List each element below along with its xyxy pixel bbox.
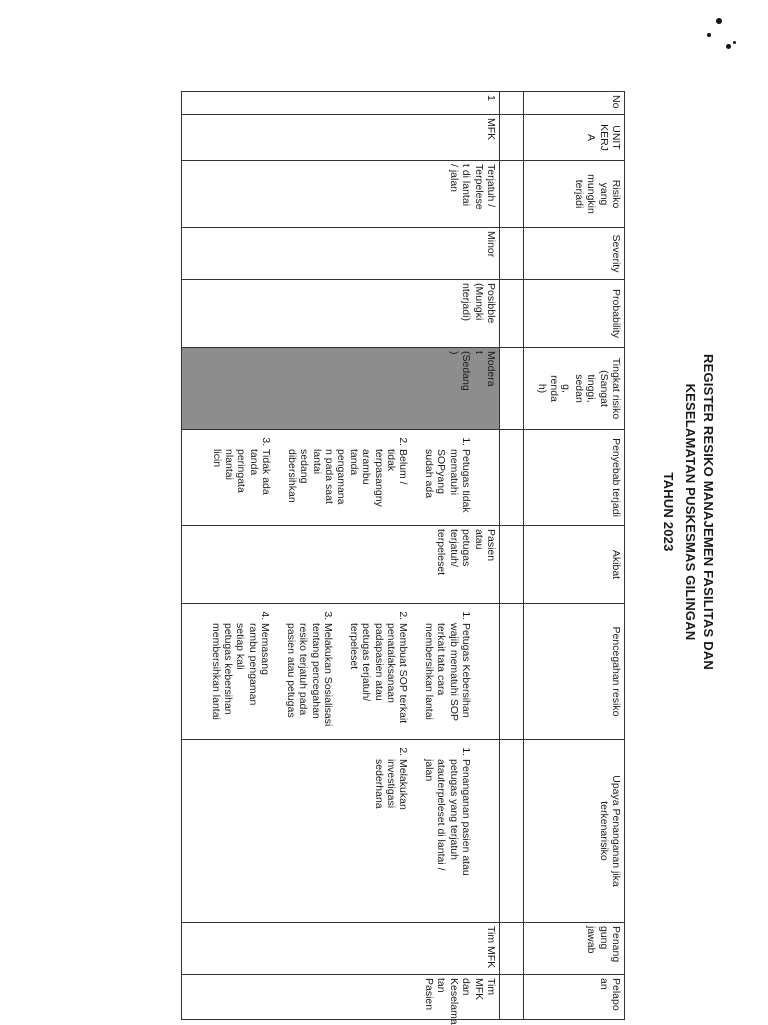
row-severity: Minor <box>181 228 499 280</box>
blank-top-row <box>500 92 524 1020</box>
col-probability-header: Probability <box>524 280 625 348</box>
table-row <box>181 92 499 1020</box>
header-row <box>524 92 625 1020</box>
scan-speck <box>707 33 711 37</box>
row-reporting: Tim MFK dan Keselama tan Pasien <box>181 975 499 1020</box>
row-handling <box>181 740 499 923</box>
col-cause-header: Penyebab terjadi <box>524 430 625 526</box>
col-no-header: No <box>524 92 625 115</box>
handling-list <box>359 743 485 919</box>
row-pic: Tim MFK <box>181 923 499 975</box>
col-reporting-header: Pelapo an <box>524 975 625 1020</box>
prevention-item: 4. Memasang rambu pengaman setiap kali petugas kebersihan membersihkan lantai <box>209 623 271 736</box>
scan-speck <box>733 41 736 44</box>
row-probability: Posibble (Mungki nterjadi) <box>181 280 499 348</box>
col-prevention-header: Pencegahan resiko <box>524 604 625 740</box>
col-pic-header: Penang gung jawab <box>524 923 625 975</box>
prevention-item: 2. Membuat SOP terkait penatalaksanaan padapasien atau petugas terjatuh/ terpeleset <box>348 623 410 736</box>
cause-item: 2. Belum / tidak terpasangny arambu tanda pengamana n pada saat lantai sedang dibersihkan <box>286 449 410 522</box>
title-line-2: KESELAMATAN PUSKESMAS GILINGAN <box>683 383 698 641</box>
row-unit: MFK <box>181 115 499 161</box>
risk-register-table <box>181 91 625 1025</box>
cause-item: 3. Tidak ada tanda peringata nlantai licin <box>210 449 272 522</box>
title-line-3: TAHUN 2023 <box>661 472 676 552</box>
row-cause <box>181 430 499 526</box>
row-risk-level: Modera t (Sedang ) <box>181 348 499 430</box>
prevention-list <box>196 607 485 736</box>
cause-list <box>197 433 485 522</box>
col-risk-level-header: Tingkat risiko (Sangat tinggi, sedan g, renda h) <box>524 348 625 430</box>
handling-item: 1. Penanganan pasien atau petugas yang terjatuh atauterpeleset di lantai / jalan <box>423 759 473 919</box>
cause-item: 1. Petugas tidak mematuhi SOPyang sudah ada <box>423 449 473 522</box>
row-risk: Terjatuh / Terpelese t di lantai / jalan <box>181 161 499 228</box>
col-effect-header: Akibat <box>524 526 625 604</box>
prevention-item: 1. Petugas Kebersihan wajib mematuhi SOP terkait tata cara membersihkan lantai <box>423 623 473 736</box>
col-severity-header: Severity <box>524 228 625 280</box>
row-prevention <box>181 604 499 740</box>
title-line-1: REGISTER RESIKO MANAJEMEN FASILITAS DAN <box>701 354 716 670</box>
prevention-item: 3. Melakukan Sosialisasi tentang pencegahan resiko terjatuh pada pasien atau petugas <box>285 623 335 736</box>
scan-speck <box>726 44 731 49</box>
col-unit-header: UNIT KERJ A <box>524 115 625 161</box>
col-risk-header: Risiko yang mungkin terjadi <box>524 161 625 228</box>
row-effect: Pasien atau petugas terjatuh/ terpeleset <box>181 526 499 604</box>
col-handling-header: Upaya Penanganan jika terkenarisiko <box>524 740 625 923</box>
row-no: 1 <box>181 92 499 115</box>
handling-item: 2. Melakukan investigasi sederhana <box>372 759 409 919</box>
scan-speck <box>716 18 722 24</box>
